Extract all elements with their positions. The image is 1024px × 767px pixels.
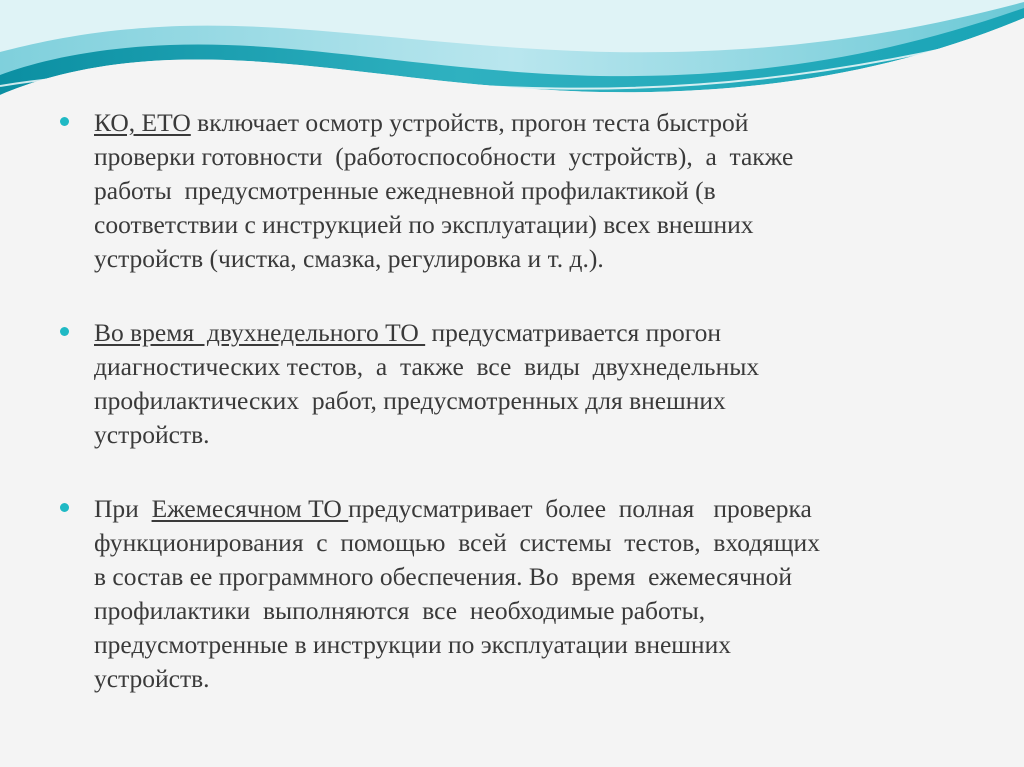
paragraph-line: диагностических тестов, а также все виды двухнедельных: [94, 352, 760, 381]
paragraph-line: устройств.: [94, 420, 210, 449]
paragraph-line: функционирования с помощью всей системы тестов, входящих: [94, 528, 820, 557]
bullet-item-3: [60, 492, 960, 696]
line-prefix: При: [94, 494, 152, 523]
bullet-item-1: [60, 106, 960, 276]
bullet-dot: [60, 117, 69, 126]
paragraph-line: [94, 492, 960, 526]
paragraph-line: профилактических работ, предусмотренных для внешних: [94, 386, 726, 415]
line-text: предусматривается прогон: [425, 318, 722, 347]
bullet-item-2: [60, 316, 960, 452]
bullet-paragraph: [94, 106, 960, 276]
paragraph-line: устройств.: [94, 664, 210, 693]
underlined-term: Во время двухнедельного ТО: [94, 318, 426, 347]
paragraph-line: в состав ее программного обеспечения. Во время ежемесячной: [94, 562, 792, 591]
paragraph-line: профилактики выполняются все необходимые работы,: [94, 596, 706, 625]
underlined-term: Ежемесячном ТО: [151, 494, 349, 523]
line-text: включает осмотр устройств, прогон теста быстрой: [190, 108, 749, 137]
bullet-paragraph: [94, 492, 960, 696]
line-text: предусматривает более полная проверка: [348, 494, 812, 523]
paragraph-line: устройств (чистка, смазка, регулировка и т. д.).: [94, 244, 604, 273]
bullet-paragraph: [94, 316, 960, 452]
paragraph-line: работы предусмотренные ежедневной профилактикой (в: [94, 176, 716, 205]
paragraph-line: проверки готовности (работоспособности устройств), а также: [94, 142, 794, 171]
bullet-dot: [60, 327, 69, 336]
paragraph-line: соответствии с инструкцией по эксплуатации) всех внешних: [94, 210, 754, 239]
paragraph-line: предусмотренные в инструкции по эксплуатации внешних: [94, 630, 731, 659]
bullet-dot: [60, 503, 69, 512]
paragraph-line: [94, 316, 960, 350]
underlined-term: КО, ЕТО: [94, 108, 191, 137]
paragraph-line: [94, 106, 960, 140]
bullet-list: [60, 106, 960, 696]
